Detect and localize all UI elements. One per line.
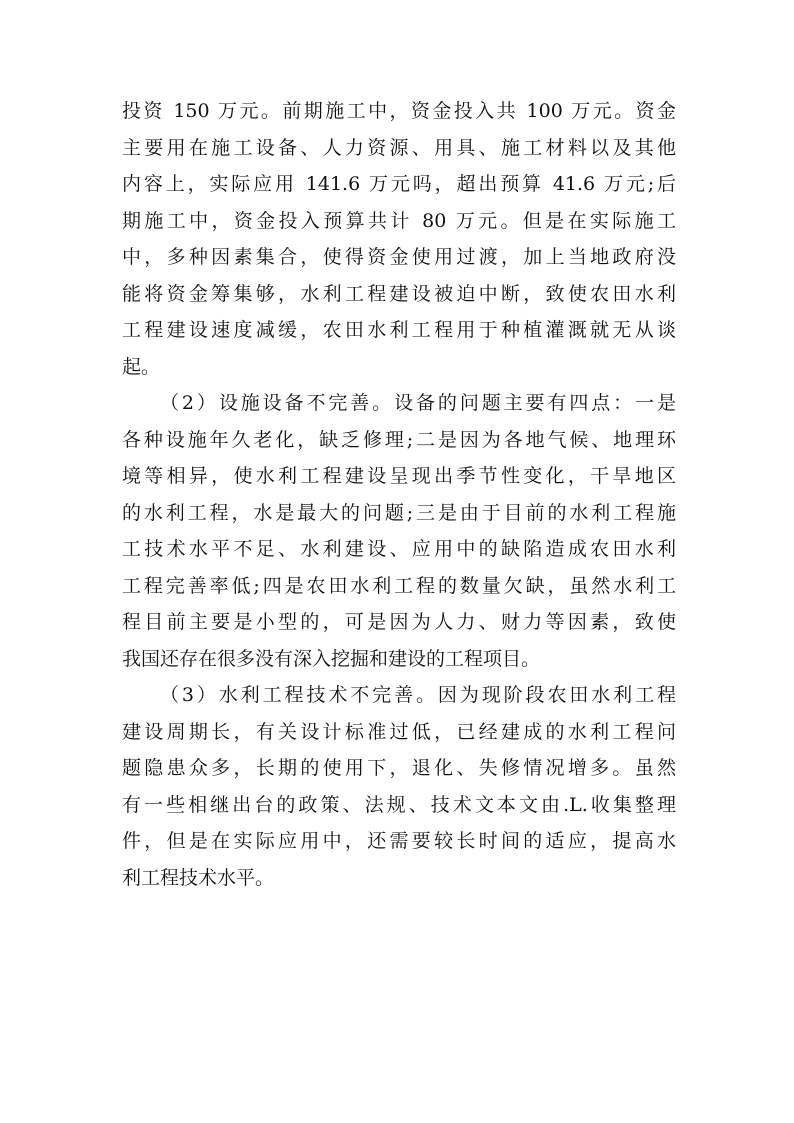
text-line: （2）设施设备不完善。设备的问题主要有四点：一是 xyxy=(160,392,676,414)
paragraph-equipment xyxy=(122,385,676,677)
text-line: 件，但是在实际应用中，还需要较长时间的适应，提高水 xyxy=(122,830,676,852)
text-line: 能将资金筹集够，水利工程建设被迫中断，致使农田水利 xyxy=(122,282,676,305)
paragraph-technology xyxy=(122,677,676,896)
text-line: 投资 150 万元。前期施工中，资金投入共 100 万元。资金 xyxy=(122,100,676,122)
text-line: 各种设施年久老化，缺乏修理;二是因为各地气候、地理环 xyxy=(122,428,676,451)
text-line: 工程建设速度减缓，农田水利工程用于种植灌溉就无从谈 xyxy=(122,319,676,341)
text-line: 境等相异，使水利工程建设呈现出季节性变化，干旱地区 xyxy=(122,465,676,487)
text-line: 内容上，实际应用 141.6 万元吗，超出预算 41.6 万元;后 xyxy=(122,173,676,195)
text-line: 利工程技术水平。 xyxy=(122,866,275,889)
text-line: 建设周期长，有关设计标准过低，已经建成的水利工程问 xyxy=(122,720,676,743)
text-line: 有一些相继出台的政策、法规、技术文本文由.L.收集整理 xyxy=(122,793,676,816)
text-line: 我国还存在很多没有深入挖掘和建设的工程项目。 xyxy=(122,647,541,670)
text-line: 的水利工程，水是最大的问题;三是由于目前的水利工程施 xyxy=(122,501,676,524)
text-line: 程目前主要是小型的，可是因为人力、财力等因素，致使 xyxy=(122,611,676,633)
text-line: 工技术水平不足、水利建设、应用中的缺陷造成农田水利 xyxy=(122,538,676,560)
text-line: 工程完善率低;四是农田水利工程的数量欠缺，虽然水利工 xyxy=(122,574,676,597)
text-line: （3）水利工程技术不完善。因为现阶段农田水利工程 xyxy=(160,684,676,706)
text-line: 中，多种因素集合，使得资金使用过渡，加上当地政府没 xyxy=(122,246,676,268)
text-line: 期施工中，资金投入预算共计 80 万元。但是在实际施工 xyxy=(122,209,676,232)
document-body xyxy=(122,93,676,896)
text-line: 主要用在施工设备、人力资源、用具、施工材料以及其他 xyxy=(122,136,676,159)
text-line: 题隐患众多，长期的使用下，退化、失修情况增多。虽然 xyxy=(122,757,676,779)
text-line: 起。 xyxy=(122,355,161,378)
paragraph-funding xyxy=(122,93,676,385)
